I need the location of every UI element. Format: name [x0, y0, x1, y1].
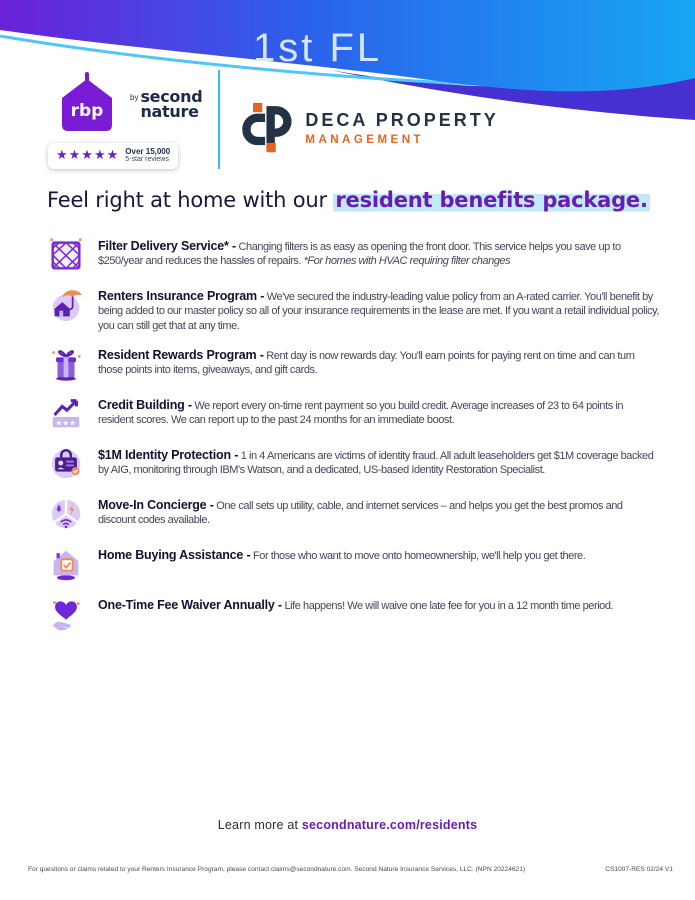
reviews-count: Over 15,000 — [125, 147, 171, 156]
logo-row — [48, 70, 499, 169]
benefit-description: Changing filters is as easy as opening the front door. This service helps you save up to $250/year and reduces the hassles of repairs. — [98, 241, 621, 268]
benefit-description: Life happens! We will waive one late fee for you in a 12 month time period. — [284, 599, 614, 612]
learn-more — [0, 818, 695, 832]
benefit-text — [98, 547, 660, 563]
benefit-text — [98, 447, 660, 478]
rbp-logo-text: rbp — [70, 101, 104, 121]
benefit-move-in-concierge — [47, 497, 660, 533]
benefit-description: We report every on-time rent payment so you build credit. Average increases of 23 to 64 points in resident scores. We can report up to the past 24 months for an immediate boost. — [98, 399, 624, 427]
learn-more-prefix: Learn more at — [217, 818, 299, 832]
svg-text:★★★: ★★★ — [55, 418, 76, 428]
rbp-house-icon — [48, 70, 126, 136]
by-label: by — [130, 93, 139, 103]
five-stars-icon: ★★★★★ — [56, 148, 120, 164]
benefit-title: Credit Building - — [98, 397, 192, 412]
floor-watermark: 1st FL — [253, 26, 383, 70]
benefit-renters-insurance — [47, 288, 660, 333]
benefit-home-buying — [47, 547, 660, 583]
reviews-badge — [48, 143, 178, 169]
benefit-note: *For homes with HVAC requiring filter changes — [303, 255, 511, 268]
deca-wordmark — [305, 110, 498, 146]
brand-line-2: nature — [140, 102, 199, 121]
residents-link[interactable]: secondnature.com/residents — [301, 818, 478, 832]
legal-text: For questions or claims related to your Renters Insurance Program, please contact claims@secondnature.com. Second Nature Insurance Services, LLC. (NPN 20224621) — [28, 866, 526, 873]
deca-name: DECA PROPERTY — [305, 109, 499, 130]
air-filter-icon — [47, 236, 85, 274]
legal-row — [28, 866, 673, 873]
benefit-text — [98, 597, 660, 613]
logo-divider — [218, 70, 220, 169]
deca-logo — [240, 86, 498, 169]
benefit-fee-waiver — [47, 597, 660, 633]
benefit-text — [98, 397, 660, 428]
benefit-identity-protection — [47, 447, 660, 483]
benefit-description: One call sets up utility, cable, and internet services – and helps you get the best promos and discount codes available. — [98, 499, 623, 527]
id-card-lock-icon — [47, 445, 85, 483]
umbrella-house-icon — [47, 286, 85, 324]
benefit-title: Renters Insurance Program - — [98, 289, 265, 303]
rbp-logo-top — [48, 70, 202, 136]
benefit-credit-building — [47, 397, 660, 433]
deca-subname: MANAGEMENT — [305, 133, 425, 146]
reviews-label: 5-star reviews — [125, 156, 169, 164]
brand-line-1: second — [140, 87, 203, 107]
benefit-title: Resident Rewards Program - — [98, 347, 264, 362]
benefit-description: Rent day is now rewards day. You'll earn points for paying rent on time and can turn those points into items, giveaways, and gift cards. — [98, 349, 635, 377]
benefit-filter-delivery — [47, 238, 660, 274]
benefit-title: Filter Delivery Service* - — [98, 239, 236, 253]
headline-prefix: Feel right at home with our — [47, 188, 327, 212]
deca-monogram-icon — [240, 102, 292, 154]
benefit-description: For those who want to move onto homeownership, we'll help you get there. — [253, 549, 586, 562]
page-title — [47, 188, 689, 212]
utilities-wheel-icon — [47, 495, 85, 533]
headline-highlight: resident benefits package. — [335, 188, 648, 212]
second-nature-wordmark — [130, 87, 203, 121]
benefit-text — [98, 288, 660, 333]
doc-code: CS1007-RES 02/24 V1 — [605, 866, 673, 873]
benefit-title: $1M Identity Protection - — [98, 447, 239, 462]
credit-chart-icon — [47, 395, 85, 433]
rbp-logo — [48, 70, 202, 169]
benefit-title: Move-In Concierge - — [98, 497, 214, 512]
benefit-description: We've secured the industry-leading value policy from an A-rated carrier. You'll benefit by being added to our master policy so all of your insurance requirements in the lease are met. If you want a retail individual policy, you can still get that at any time. — [98, 291, 660, 332]
benefit-text — [98, 497, 660, 528]
benefit-title: One-Time Fee Waiver Annually - — [98, 597, 282, 612]
benefit-text — [98, 238, 660, 269]
benefit-resident-rewards — [47, 347, 660, 383]
house-check-icon — [47, 545, 85, 583]
benefit-title: Home Buying Assistance - — [98, 547, 251, 562]
hand-heart-icon — [47, 595, 85, 633]
benefit-description: 1 in 4 Americans are victims of identity fraud. All adult leaseholders get $1M coverage backed by AIG, monitoring through IBM's Watson, and a dedicated, US-based Identity Restoration Specialist. — [98, 449, 654, 477]
gift-icon — [47, 345, 85, 383]
benefit-text — [98, 347, 660, 378]
benefits-list — [47, 238, 660, 633]
